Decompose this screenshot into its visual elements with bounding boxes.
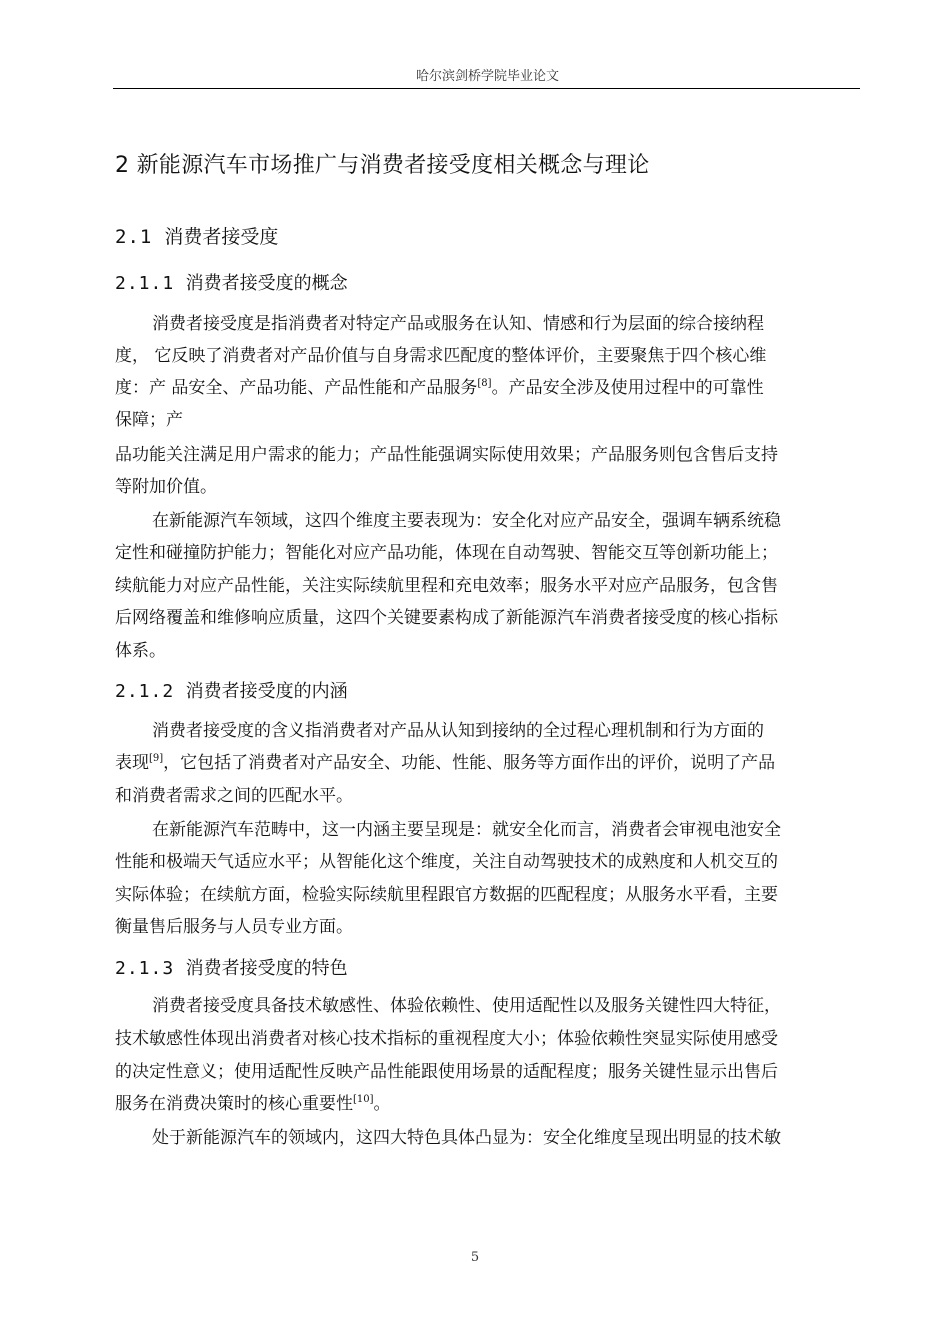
text-line bbox=[115, 1092, 391, 1116]
subsection-heading-2-1-3 bbox=[115, 954, 348, 980]
text-line: 和消费者需求之间的匹配水平。 bbox=[115, 786, 353, 806]
subsection-number: 2.1.2 bbox=[115, 681, 175, 702]
text-line: 品功能关注满足用户需求的能力；产品性能强调实际使用效果；产品服务则包含售后支持 bbox=[115, 445, 778, 465]
text-line: 定性和碰撞防护能力；智能化对应产品功能，体现在自动驾驶、智能交互等创新功能上； bbox=[115, 543, 778, 563]
text-line: 消费者接受度具备技术敏感性、体验依赖性、使用适配性以及服务关键性四大特征， bbox=[152, 996, 781, 1016]
text-run: 。 bbox=[373, 1094, 391, 1114]
text-line: 消费者接受度的含义指消费者对产品从认知到接纳的全过程心理机制和行为方面的 bbox=[152, 721, 764, 741]
subsection-heading-2-1-2 bbox=[115, 677, 348, 703]
text-line: 度， 它反映了消费者对产品价值与自身需求匹配度的整体评价，主要聚焦于四个核心维 bbox=[115, 346, 767, 366]
citation: [9] bbox=[149, 753, 164, 764]
text-line: 消费者接受度是指消费者对特定产品或服务在认知、情感和行为层面的综合接纳程 bbox=[152, 314, 764, 334]
header-rule bbox=[113, 88, 860, 89]
text-line: 性能和极端天气适应水平；从智能化这个维度，关注自动驾驶技术的成熟度和人机交互的 bbox=[115, 852, 778, 872]
text-run: 。产品安全涉及使用过程中的可靠性 bbox=[491, 378, 764, 398]
text-line: 处于新能源汽车的领域内，这四大特色具体凸显为：安全化维度呈现出明显的技术敏 bbox=[152, 1128, 781, 1148]
section-title: 消费者接受度 bbox=[164, 226, 279, 248]
text-line: 续航能力对应产品性能，关注实际续航里程和充电效率；服务水平对应产品服务，包含售 bbox=[115, 576, 778, 596]
subsection-title: 消费者接受度的概念 bbox=[185, 273, 348, 294]
text-line: 技术敏感性体现出消费者对核心技术指标的重视程度大小；体验依赖性突显实际使用感受 bbox=[115, 1029, 778, 1049]
text-line bbox=[115, 751, 775, 775]
chapter-title: 2 新能源汽车市场推广与消费者接受度相关概念与理论 bbox=[115, 153, 650, 178]
text-line: 等附加价值。 bbox=[115, 477, 217, 497]
citation: [8] bbox=[477, 378, 492, 389]
text-run: 度：产 品安全、产品功能、产品性能和产品服务 bbox=[115, 378, 478, 398]
subsection-number: 2.1.3 bbox=[115, 958, 175, 979]
text-line: 衡量售后服务与人员专业方面。 bbox=[115, 917, 353, 937]
page-number: 5 bbox=[470, 1250, 480, 1265]
text-line: 实际体验；在续航方面，检验实际续航里程跟官方数据的匹配程度；从服务水平看，主要 bbox=[115, 885, 778, 905]
citation: [10] bbox=[353, 1094, 374, 1105]
text-run: 服务在消费决策时的核心重要性 bbox=[115, 1094, 353, 1114]
text-line: 在新能源汽车领域，这四个维度主要表现为：安全化对应产品安全，强调车辆系统稳 bbox=[152, 511, 781, 531]
text-run: ，它包括了消费者对产品安全、功能、性能、服务等方面作出的评价，说明了产品 bbox=[163, 753, 776, 773]
subsection-heading-2-1-1 bbox=[115, 269, 348, 295]
text-line bbox=[115, 376, 764, 400]
subsection-title: 消费者接受度的特色 bbox=[185, 958, 348, 979]
text-line: 在新能源汽车范畴中，这一内涵主要呈现是：就安全化而言，消费者会审视电池安全 bbox=[152, 820, 781, 840]
text-run: 表现 bbox=[115, 753, 149, 773]
section-heading-2-1 bbox=[115, 222, 278, 249]
section-number: 2.1 bbox=[115, 226, 153, 248]
subsection-title: 消费者接受度的内涵 bbox=[185, 681, 348, 702]
text-line: 体系。 bbox=[115, 641, 166, 661]
running-header: 哈尔滨剑桥学院毕业论文 bbox=[415, 69, 559, 84]
text-line: 保障；产 bbox=[115, 410, 183, 430]
text-line: 后网络覆盖和维修响应质量，这四个关键要素构成了新能源汽车消费者接受度的核心指标 bbox=[115, 608, 778, 628]
subsection-number: 2.1.1 bbox=[115, 273, 175, 294]
text-line: 的决定性意义；使用适配性反映产品性能跟使用场景的适配程度；服务关键性显示出售后 bbox=[115, 1062, 778, 1082]
